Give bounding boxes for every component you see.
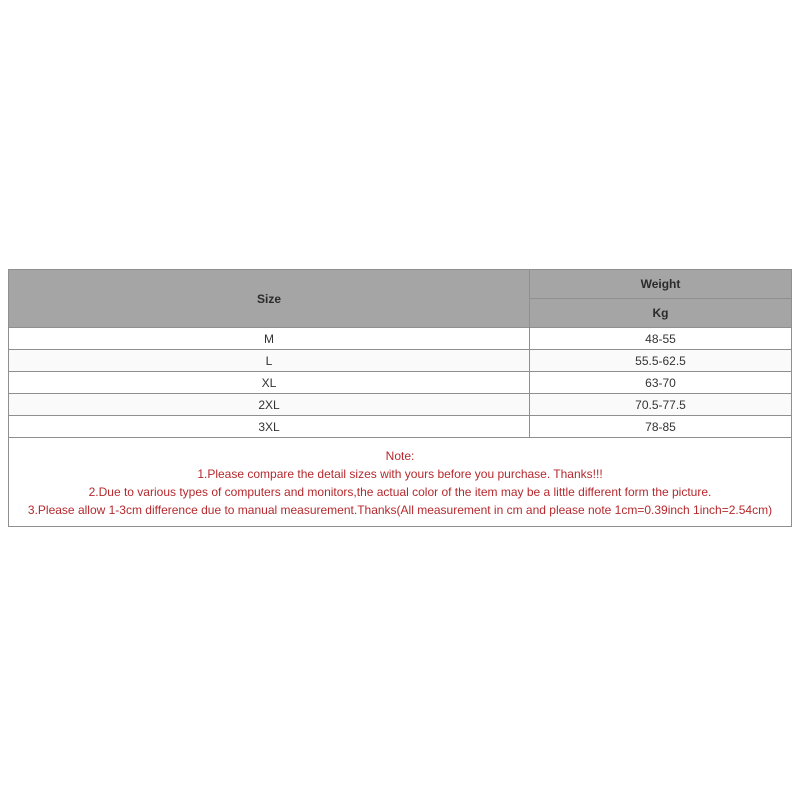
notes-title: Note:: [385, 449, 415, 463]
size-cell: L: [9, 350, 530, 372]
note-line-3: 3.Please allow 1-3cm difference due to manual measurement.Thanks(All measurement in cm and please note 1cm=0.39inch 1inch=2.54cm): [27, 503, 773, 517]
weight-unit-header: Kg: [530, 299, 792, 328]
size-cell: M: [9, 328, 530, 350]
table-row: [9, 372, 792, 394]
table-row: [9, 350, 792, 372]
weight-cell: 48-55: [530, 328, 792, 350]
notes-cell: [9, 438, 792, 527]
weight-cell: 63-70: [530, 372, 792, 394]
weight-column-header: Weight: [530, 270, 792, 299]
header-row: [9, 270, 792, 299]
notes-row: [9, 438, 792, 527]
weight-cell: 55.5-62.5: [530, 350, 792, 372]
weight-cell: 78-85: [530, 416, 792, 438]
table-row: [9, 328, 792, 350]
note-line-1: 1.Please compare the detail sizes with yours before you purchase. Thanks!!!: [197, 467, 603, 481]
note-line-2: 2.Due to various types of computers and monitors,the actual color of the item may be a little different form the picture.: [88, 485, 712, 499]
size-chart-table: [8, 269, 792, 527]
table-row: [9, 394, 792, 416]
size-cell: 2XL: [9, 394, 530, 416]
size-cell: XL: [9, 372, 530, 394]
table-row: [9, 416, 792, 438]
weight-cell: 70.5-77.5: [530, 394, 792, 416]
size-cell: 3XL: [9, 416, 530, 438]
notes-block: [9, 445, 791, 519]
size-column-header: Size: [9, 270, 530, 328]
